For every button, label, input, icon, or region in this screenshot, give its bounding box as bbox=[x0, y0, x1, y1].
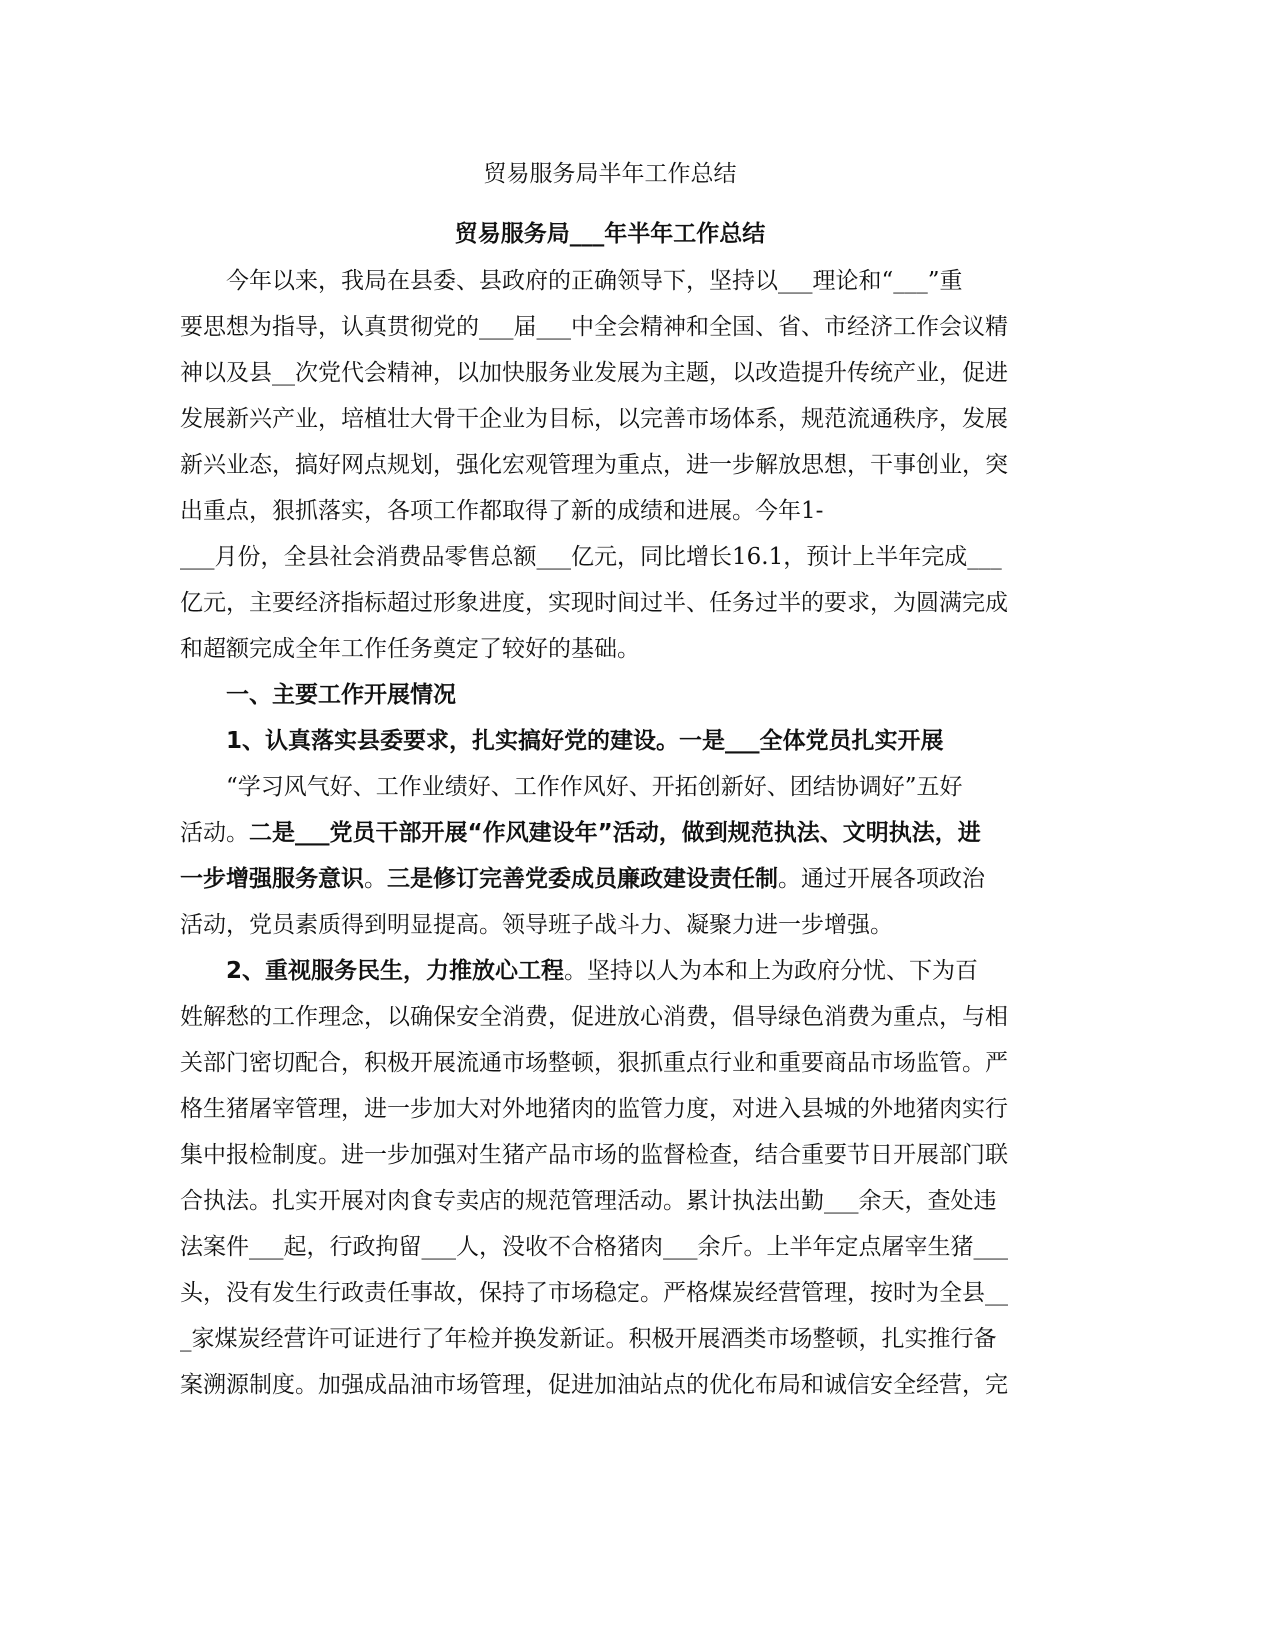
item2-line: 姓解愁的工作理念，以确保安全消费，促进放心消费，倡导绿色消费为重点，与相 bbox=[180, 1004, 1008, 1030]
item2-line bbox=[180, 948, 1040, 994]
document-header-title: 贸易服务局半年工作总结 bbox=[483, 161, 737, 187]
section-heading: 一、主要工作开展情况 bbox=[226, 682, 456, 708]
intro-line: 亿元，主要经济指标超过形象进度，实现时间过半、任务过半的要求，为圆满完成 bbox=[180, 590, 1008, 616]
intro-line: 要思想为指导，认真贯彻党的___届___中全会精神和全国、省、市经济工作会议精 bbox=[180, 314, 1008, 340]
document-main-title: 贸易服务局___年半年工作总结 bbox=[454, 221, 766, 247]
item1-line bbox=[180, 810, 1040, 856]
intro-line: 今年以来，我局在县委、县政府的正确领导下，坚持以___理论和“___”重 bbox=[180, 268, 963, 294]
item1-line: “学习风气好、工作业绩好、工作作风好、开拓创新好、团结协调好”五好 bbox=[226, 774, 963, 800]
item1-line: 1、认真落实县委要求，扎实搞好党的建设。一是___全体党员扎实开展 bbox=[226, 728, 944, 754]
item1-bold-text: 二是___党员干部开展“作风建设年”活动，做到规范执法、文明执法，进 bbox=[249, 820, 981, 846]
item2-line: 关部门密切配合，积极开展流通市场整顿，狠抓重点行业和重要商品市场监管。严 bbox=[180, 1050, 1008, 1076]
item2-line: _家煤炭经营许可证进行了年检并换发新证。积极开展酒类市场整顿，扎实推行备 bbox=[180, 1326, 997, 1352]
intro-line: ___月份，全县社会消费品零售总额___亿元，同比增长16.1，预计上半年完成___ bbox=[180, 544, 1002, 570]
intro-line: 出重点，狠抓落实，各项工作都取得了新的成绩和进展。今年1- bbox=[180, 498, 824, 524]
item1-line bbox=[180, 856, 1040, 902]
item1-text: 。通过开展各项政治 bbox=[778, 866, 985, 892]
intro-line: 神以及县__次党代会精神，以加快服务业发展为主题，以改造提升传统产业，促进 bbox=[180, 360, 1008, 386]
item1-paragraph bbox=[180, 718, 1040, 948]
item2-line: 头，没有发生行政责任事故，保持了市场稳定。严格煤炭经营管理，按时为全县__ bbox=[180, 1280, 1008, 1306]
item2-line: 法案件___起，行政拘留___人，没收不合格猪肉___余斤。上半年定点屠宰生猪___ bbox=[180, 1234, 1008, 1260]
item1-bold-text: 三是修订完善党委成员廉政建设责任制 bbox=[387, 866, 778, 892]
intro-paragraph bbox=[180, 258, 1040, 672]
item1-bold-text: 一步增强服务意识 bbox=[180, 866, 364, 892]
item2-line: 合执法。扎实开展对肉食专卖店的规范管理活动。累计执法出勤___余天，查处违 bbox=[180, 1188, 997, 1214]
intro-line: 发展新兴产业，培植壮大骨干企业为目标，以完善市场体系，规范流通秩序，发展 bbox=[180, 406, 1008, 432]
document-page bbox=[180, 150, 1040, 1408]
item2-line: 格生猪屠宰管理，进一步加大对外地猪肉的监管力度，对进入县城的外地猪肉实行 bbox=[180, 1096, 1008, 1122]
item1-text: 活动。 bbox=[180, 820, 249, 846]
item2-text: 。坚持以人为本和上为政府分忧、下为百 bbox=[564, 958, 979, 984]
item2-line: 集中报检制度。进一步加强对生猪产品市场的监督检查，结合重要节日开展部门联 bbox=[180, 1142, 1008, 1168]
item1-line: 活动，党员素质得到明显提高。领导班子战斗力、凝聚力进一步增强。 bbox=[180, 912, 893, 938]
item2-paragraph bbox=[180, 948, 1040, 1408]
item2-line: 案溯源制度。加强成品油市场管理，促进加油站点的优化布局和诚信安全经营，完 bbox=[180, 1372, 1008, 1398]
intro-line: 新兴业态，搞好网点规划，强化宏观管理为重点，进一步解放思想，干事创业，突 bbox=[180, 452, 1008, 478]
intro-line: 和超额完成全年工作任务奠定了较好的基础。 bbox=[180, 636, 640, 662]
item1-text: 。 bbox=[364, 866, 387, 892]
item2-heading: 2、重视服务民生，力推放心工程 bbox=[226, 958, 565, 984]
